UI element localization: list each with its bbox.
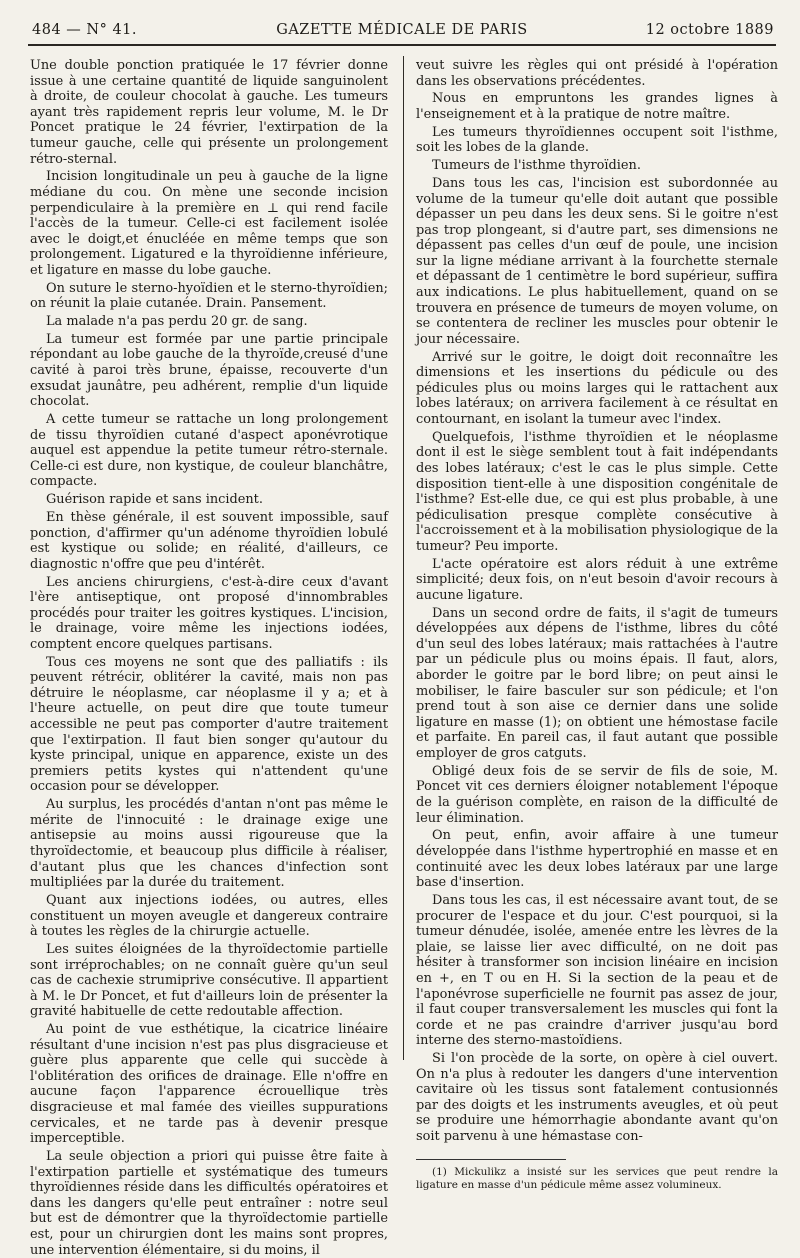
paragraph: Dans tous les cas, l'incision est subordonnée au volume de la tumeur qu'elle doit autant que possible dépasser un peu dans les deux sens. Si le goitre n'est pas trop plongeant, si d'autre part, ses dimensions ne dépassent pas celles d'un œuf de poule, une incision sur la ligne médiane arrivant à la fourchette sternale et dépassant de 1 centimètre le bord supérieur, suffira aux indications. Le plus habituellement, quand on se trouvera en présence de tumeurs de moyen volume, on se contentera de recliner les muscles pour obtenir le jour nécessaire. <box>416 175 778 347</box>
paragraph: Obligé deux fois de se servir de fils de soie, M. Poncet vit ces derniers éloigner notablement l'époque de la guérison complète, en raison de la difficulté de leur élimination. <box>416 763 778 826</box>
paragraph: La malade n'a pas perdu 20 gr. de sang. <box>46 314 308 330</box>
paragraph: Nous en empruntons les grandes lignes à l'enseignement et à la pratique de notre maître. <box>416 91 778 122</box>
section-heading: Tumeurs de l'isthme thyroïdien. <box>432 158 641 174</box>
issue-date: 12 octobre 1889 <box>645 22 774 38</box>
footnote-rule <box>416 1159 566 1160</box>
right-column <box>416 58 778 1191</box>
paragraph: Au point de vue esthétique, la cicatrice linéaire résultant d'une incision n'est pas plus disgracieuse et guère plus apparente que celle qui succède à l'oblitération des orifices de drainage. Elle n'offre en aucune façon l'apparence écrouellique très disgracieuse et mal famée des vieilles suppurations cervicales, et ne tarde pas à devenir presque imperceptible. <box>30 1022 388 1147</box>
page-header <box>28 20 776 44</box>
paragraph: La tumeur est formée par une partie principale répondant au lobe gauche de la thyroïde,creusé d'une cavité à paroi très brune, épaisse, recouverte d'un exsudat jaunâtre, peu adhérent, remplie d'un liquide chocolat. <box>30 331 388 410</box>
header-rule <box>28 44 776 46</box>
paragraph: On peut, enfin, avoir affaire à une tumeur développée dans l'isthme hypertrophié en masse et en continuité avec les deux lobes latéraux par une large base d'insertion. <box>416 828 778 891</box>
column-divider <box>403 56 404 1060</box>
paragraph: Tous ces moyens ne sont que des palliatifs : ils peuvent rétrécir, oblitérer la cavité, mais non pas détruire le néoplasme, car néoplasme il y a; et à l'heure actuelle, on peut dire que toute tumeur accessible ne peut pas comporter d'autre traitement que l'extirpation. Il faut bien songer qu'autour du kyste principal, unique en apparence, existe un des premiers petits kystes qui n'attendent qu'une occasion pour se développer. <box>30 654 388 795</box>
paragraph: Si l'on procède de la sorte, on opère à ciel ouvert. On n'a plus à redouter les dangers d'une intervention cavitaire où les tissus sont fatalement contusionnés par des doigts et les instruments aveugles, et où peut se produire une hémorrhagie abondante avant qu'on soit parvenu à une hémastase con- <box>416 1051 778 1145</box>
left-column <box>30 58 388 1258</box>
paragraph: Guérison rapide et sans incident. <box>46 492 263 508</box>
footnote: (1) Mickulikz a insisté sur les services que peut rendre la ligature en masse d'un pédicule même assez volumineux. <box>416 1165 778 1191</box>
paragraph: Les anciens chirurgiens, c'est-à-dire ceux d'avant l'ère antiseptique, ont proposé d'innombrables procédés pour traiter les goitres kystiques. L'incision, le drainage, voire même les injections iodées, comptent encore quelques partisans. <box>30 574 388 652</box>
paragraph: L'acte opératoire est alors réduit à une extrême simplicité; deux fois, on n'eut besoin d'avoir recours à aucune ligature. <box>416 556 778 603</box>
paragraph: On suture le sterno-hyoïdien et le sterno-thyroïdien; on réunit la plaie cutanée. Drain. Pansement. <box>30 280 388 312</box>
paragraph: veut suivre les règles qui ont présidé à l'opération dans les observations précédentes. <box>416 58 778 89</box>
paragraph: Quant aux injections iodées, ou autres, elles constituent un moyen aveugle et dangereux contraire à toutes les règles de la chirurgie actuelle. <box>30 892 388 940</box>
paragraph: Dans un second ordre de faits, il s'agit de tumeurs développées aux dépens de l'isthme, libres du côté d'un seul des lobes latéraux; mais rattachées à l'autre par un pédicule plus ou moins épais. Il faut, alors, aborder le goitre par le bord libre; on peut ainsi le mobiliser, le faire basculer sur son pédicule; et l'on prend tout à son aise ce dernier dans une solide ligature en masse (1); on obtient une hémostase facile et parfaite. En pareil cas, il faut autant que possible employer de gros catguts. <box>416 605 778 762</box>
journal-title: GAZETTE MÉDICALE DE PARIS <box>276 22 528 38</box>
paragraph: Une double ponction pratiquée le 17 février donne issue à une certaine quantité de liquide sanguinolent à droite, de couleur chocolat à gauche. Les tumeurs ayant très rapidement repris leur volume, M. le Dr Poncet pratique le 24 février, l'extirpation de la tumeur gauche, celle qui présente un prolongement rétro-sternal. <box>30 58 388 167</box>
paragraph: Dans tous les cas, il est nécessaire avant tout, de se procurer de l'espace et du jour. C'est pourquoi, si la tumeur dénudée, isolée, amenée entre les lèvres de la plaie, se laisse lier avec difficulté, on ne doit pas hésiter à transformer son incision linéaire en incision en +, en T ou en H. Si la section de la peau et de l'aponévrose superficielle ne fournit pas assez de jour, il faut couper transversalement les muscles qui font la corde et ne pas craindre d'arriver jusqu'au bord interne des sterno-mastoïdiens. <box>416 892 778 1049</box>
paragraph: Arrivé sur le goitre, le doigt doit reconnaître les dimensions et les insertions du pédicule ou des pédicules plus ou moins larges qui le rattachent aux lobes latéraux; on arrivera facilement à ce résultat en contournant, en isolant la tumeur avec l'index. <box>416 349 778 427</box>
paragraph: Les tumeurs thyroïdiennes occupent soit l'isthme, soit les lobes de la glande. <box>416 124 778 156</box>
page-number: 484 — N° 41. <box>32 22 138 38</box>
paragraph: Incision longitudinale un peu à gauche de la ligne médiane du cou. On mène une seconde incision perpendiculaire à la première en ⊥ qui rend facile l'accès de la tumeur. Celle-ci est facilement isolée avec le doigt,et énucléée en même temps que son prolongement. Ligatured e la thyroïdienne inférieure, et ligature en masse du lobe gauche. <box>30 169 388 278</box>
paragraph: Au surplus, les procédés d'antan n'ont pas même le mérite de l'innocuité : le drainage exige une antisepsie au moins aussi rigoureuse que la thyroïdectomie, et beaucoup plus difficile à réaliser, d'autant plus que les chances d'infection sont multipliées par la durée du traitement. <box>30 797 388 891</box>
paragraph: La seule objection a priori qui puisse être faite à l'extirpation partielle et systématique des tumeurs thyroïdiennes réside dans les difficultés opératoires et dans les dangers qu'elle peut entraîner : notre seul but est de démontrer que la thyroïdectomie partielle est, pour un chirurgien dont les mains sont propres, une intervention élémentaire, si du moins, il <box>30 1149 388 1258</box>
paragraph: En thèse générale, il est souvent impossible, sauf ponction, d'affirmer qu'un adénome thyroïdien lobulé est kystique ou solide; en réalité, d'ailleurs, ce diagnostic n'offre que peu d'intérêt. <box>30 509 388 572</box>
paragraph: Quelquefois, l'isthme thyroïdien et le néoplasme dont il est le siège semblent tout à fait indépendants des lobes latéraux; c'est le cas le plus simple. Cette disposition tient-elle à une disposition congénitale de l'isthme? Est-elle due, ce qui est plus probable, à une pédiculisation presque complète consécutive à l'accroissement et à la mobilisation physiologique de la tumeur? Peu importe. <box>416 429 778 554</box>
paragraph: A cette tumeur se rattache un long prolongement de tissu thyroïdien cutané d'aspect aponévrotique auquel est appendue la petite tumeur rétro-sternale. Celle-ci est dure, non kystique, de couleur blanchâtre, compacte. <box>30 412 388 490</box>
paragraph: Les suites éloignées de la thyroïdectomie partielle sont irréprochables; on ne connaît guère qu'un seul cas de cachexie strumiprive consécutive. Il appartient à M. le Dr Poncet, et fut d'ailleurs loin de présenter la gravité habituelle de cette redoutable affection. <box>30 941 388 1020</box>
